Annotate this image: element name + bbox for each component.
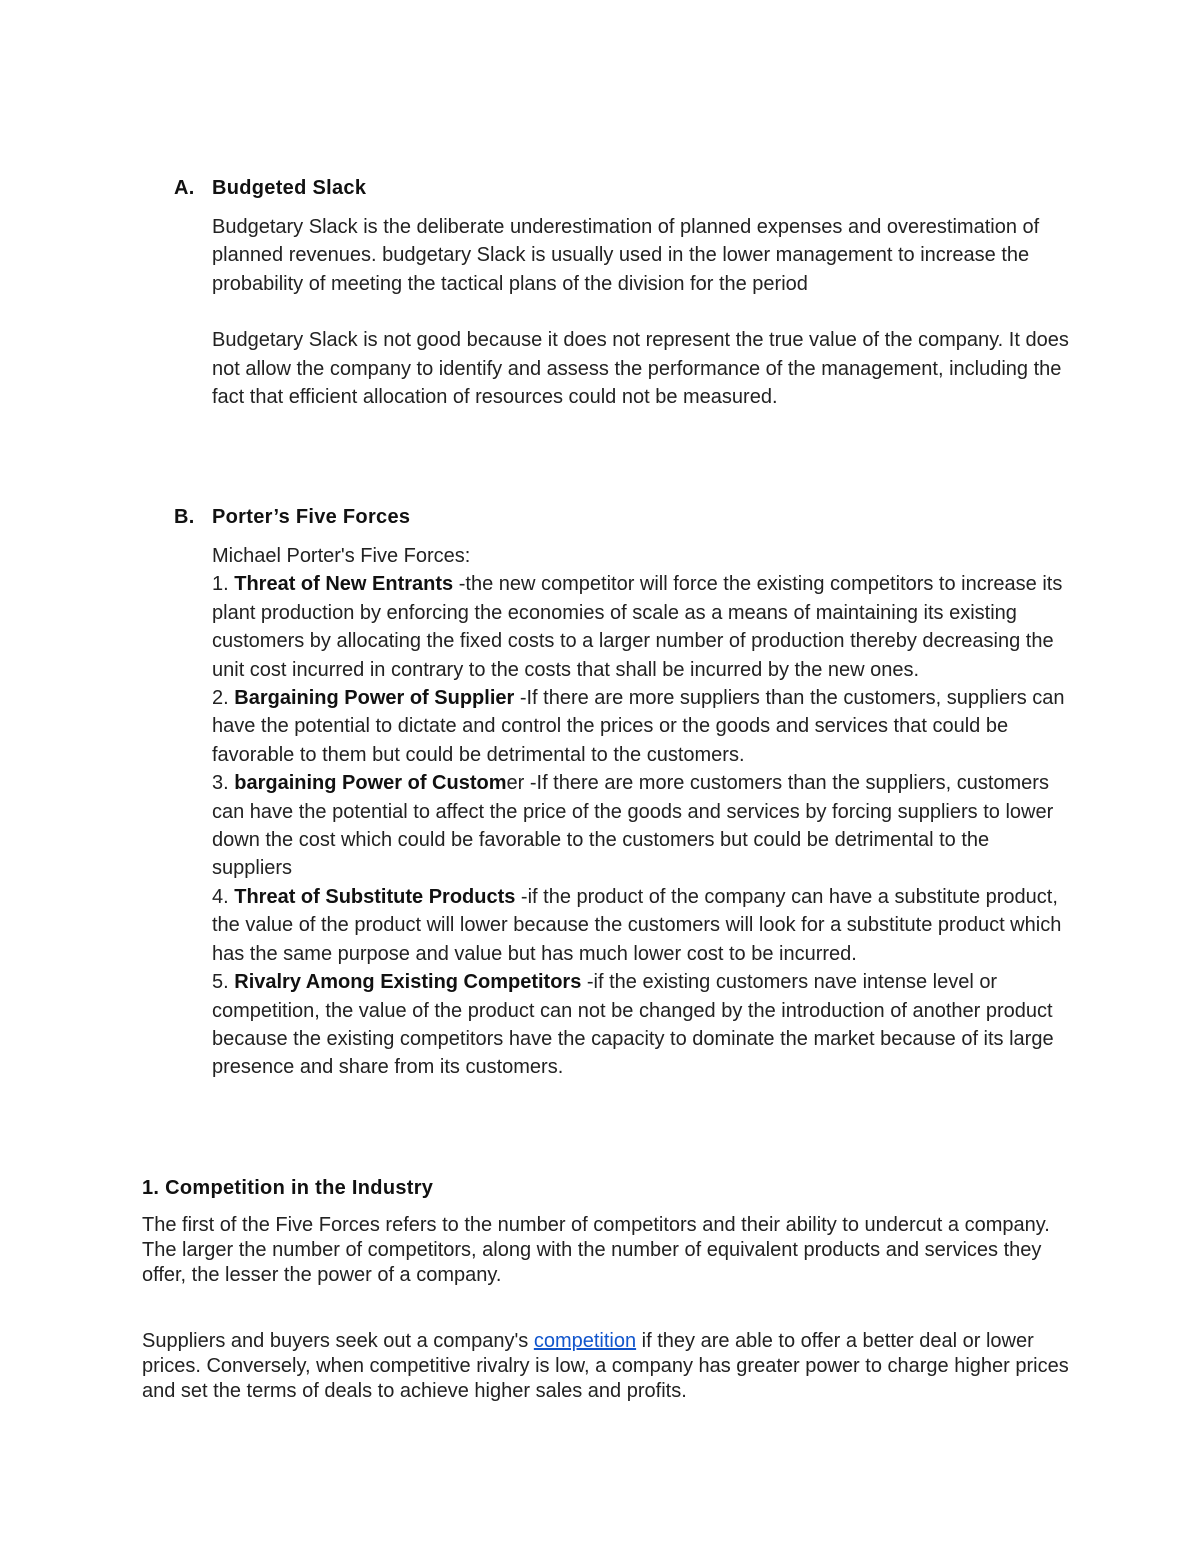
section-a-paragraph-1: Budgetary Slack is the deliberate underestimation of planned expenses and overestimation of planned revenues. budgetary Slack is usually used in the lower management to increase the probability of meeting the tactical plans of the division for the period: [212, 216, 1040, 295]
section-a-heading: [174, 177, 366, 200]
competition-paragraph-1: The first of the Five Forces refers to the number of competitors and their ability to undercut a company. The larger the number of competitors, along with the number of equivalent products and services they offer, the lesser the power of a company.: [142, 1214, 1050, 1286]
force-description: -If there are more suppliers than the customers, suppliers can have the potential to dictate and control the prices or the goods and services that could be favorable to them but could be detrimental to the customers.: [212, 687, 1065, 766]
force-title-tail: er: [506, 772, 525, 795]
section-b-title: Porter’s Five Forces: [212, 506, 411, 528]
section-a-title: Budgeted Slack: [212, 177, 367, 199]
competition-paragraph-2-end: if they are able to offer a better deal or lower prices. Conversely, when competitive rivalry is low, a company has greater power to charge higher prices and set the terms of deals to achieve higher sales and profits.: [142, 1330, 1069, 1402]
section-a-marker: A.: [174, 177, 195, 199]
force-title: Threat of Substitute Products: [234, 885, 516, 908]
section-a-body: [212, 213, 1072, 411]
force-title: bargaining Power of Custom: [234, 772, 507, 795]
force-title: Bargaining Power of Supplier: [234, 687, 515, 710]
competition-heading: 1. Competition in the Industry: [142, 1177, 434, 1199]
force-item: [212, 883, 1072, 968]
force-title: Rivalry Among Existing Competitors: [234, 971, 582, 994]
force-number: 5.: [212, 971, 235, 994]
five-forces-intro: Michael Porter's Five Forces:: [212, 545, 471, 567]
section-b-heading: [174, 506, 410, 529]
force-title: Threat of New Entrants: [234, 573, 454, 596]
section-b-marker: B.: [174, 506, 195, 528]
section-a-paragraph-2: Budgetary Slack is not good because it does not represent the true value of the company. It does not allow the company to identify and assess the performance of the management, including the fact that efficient allocation of resources could not be measured.: [212, 329, 1069, 409]
competition-link[interactable]: competition: [533, 1330, 637, 1352]
force-item: [212, 769, 1072, 883]
force-description: -if the existing customers nave intense level or competition, the value of the product can not be changed by the introduction of another product because the existing competitors have the capacity to dominate the market because of its large presence and share from its customers.: [212, 971, 1054, 1079]
force-item: [212, 684, 1072, 769]
competition-paragraph-2-start: Suppliers and buyers seek out a company's: [142, 1330, 534, 1352]
force-description: -If there are more customers than the suppliers, customers can have the potential to affect the price of the goods and services by forcing suppliers to lower down the cost which could be favorable to the customers but could be detrimental to the suppliers: [212, 772, 1054, 880]
section-b-body: [212, 542, 1072, 1082]
force-number: 1.: [212, 573, 235, 596]
force-number: 3.: [212, 772, 235, 795]
force-number: 2.: [212, 687, 235, 710]
competition-paragraph-2: [142, 1329, 1072, 1404]
force-item: [212, 570, 1072, 684]
force-description: -the new competitor will force the existing competitors to increase its plant production by enforcing the economies of scale as a means of maintaining its existing customers by allocating the fixed costs to a larger number of production thereby decreasing the unit cost incurred in contrary to the costs that shall be incurred by the new ones.: [212, 573, 1063, 681]
competition-body: [142, 1213, 1072, 1404]
force-description: -if the product of the company can have a substitute product, the value of the product will lower because the customers will look for a substitute product which has the same purpose and value but has much lower cost to be incurred.: [212, 885, 1062, 965]
force-item: [212, 968, 1072, 1082]
force-number: 4.: [212, 885, 235, 908]
